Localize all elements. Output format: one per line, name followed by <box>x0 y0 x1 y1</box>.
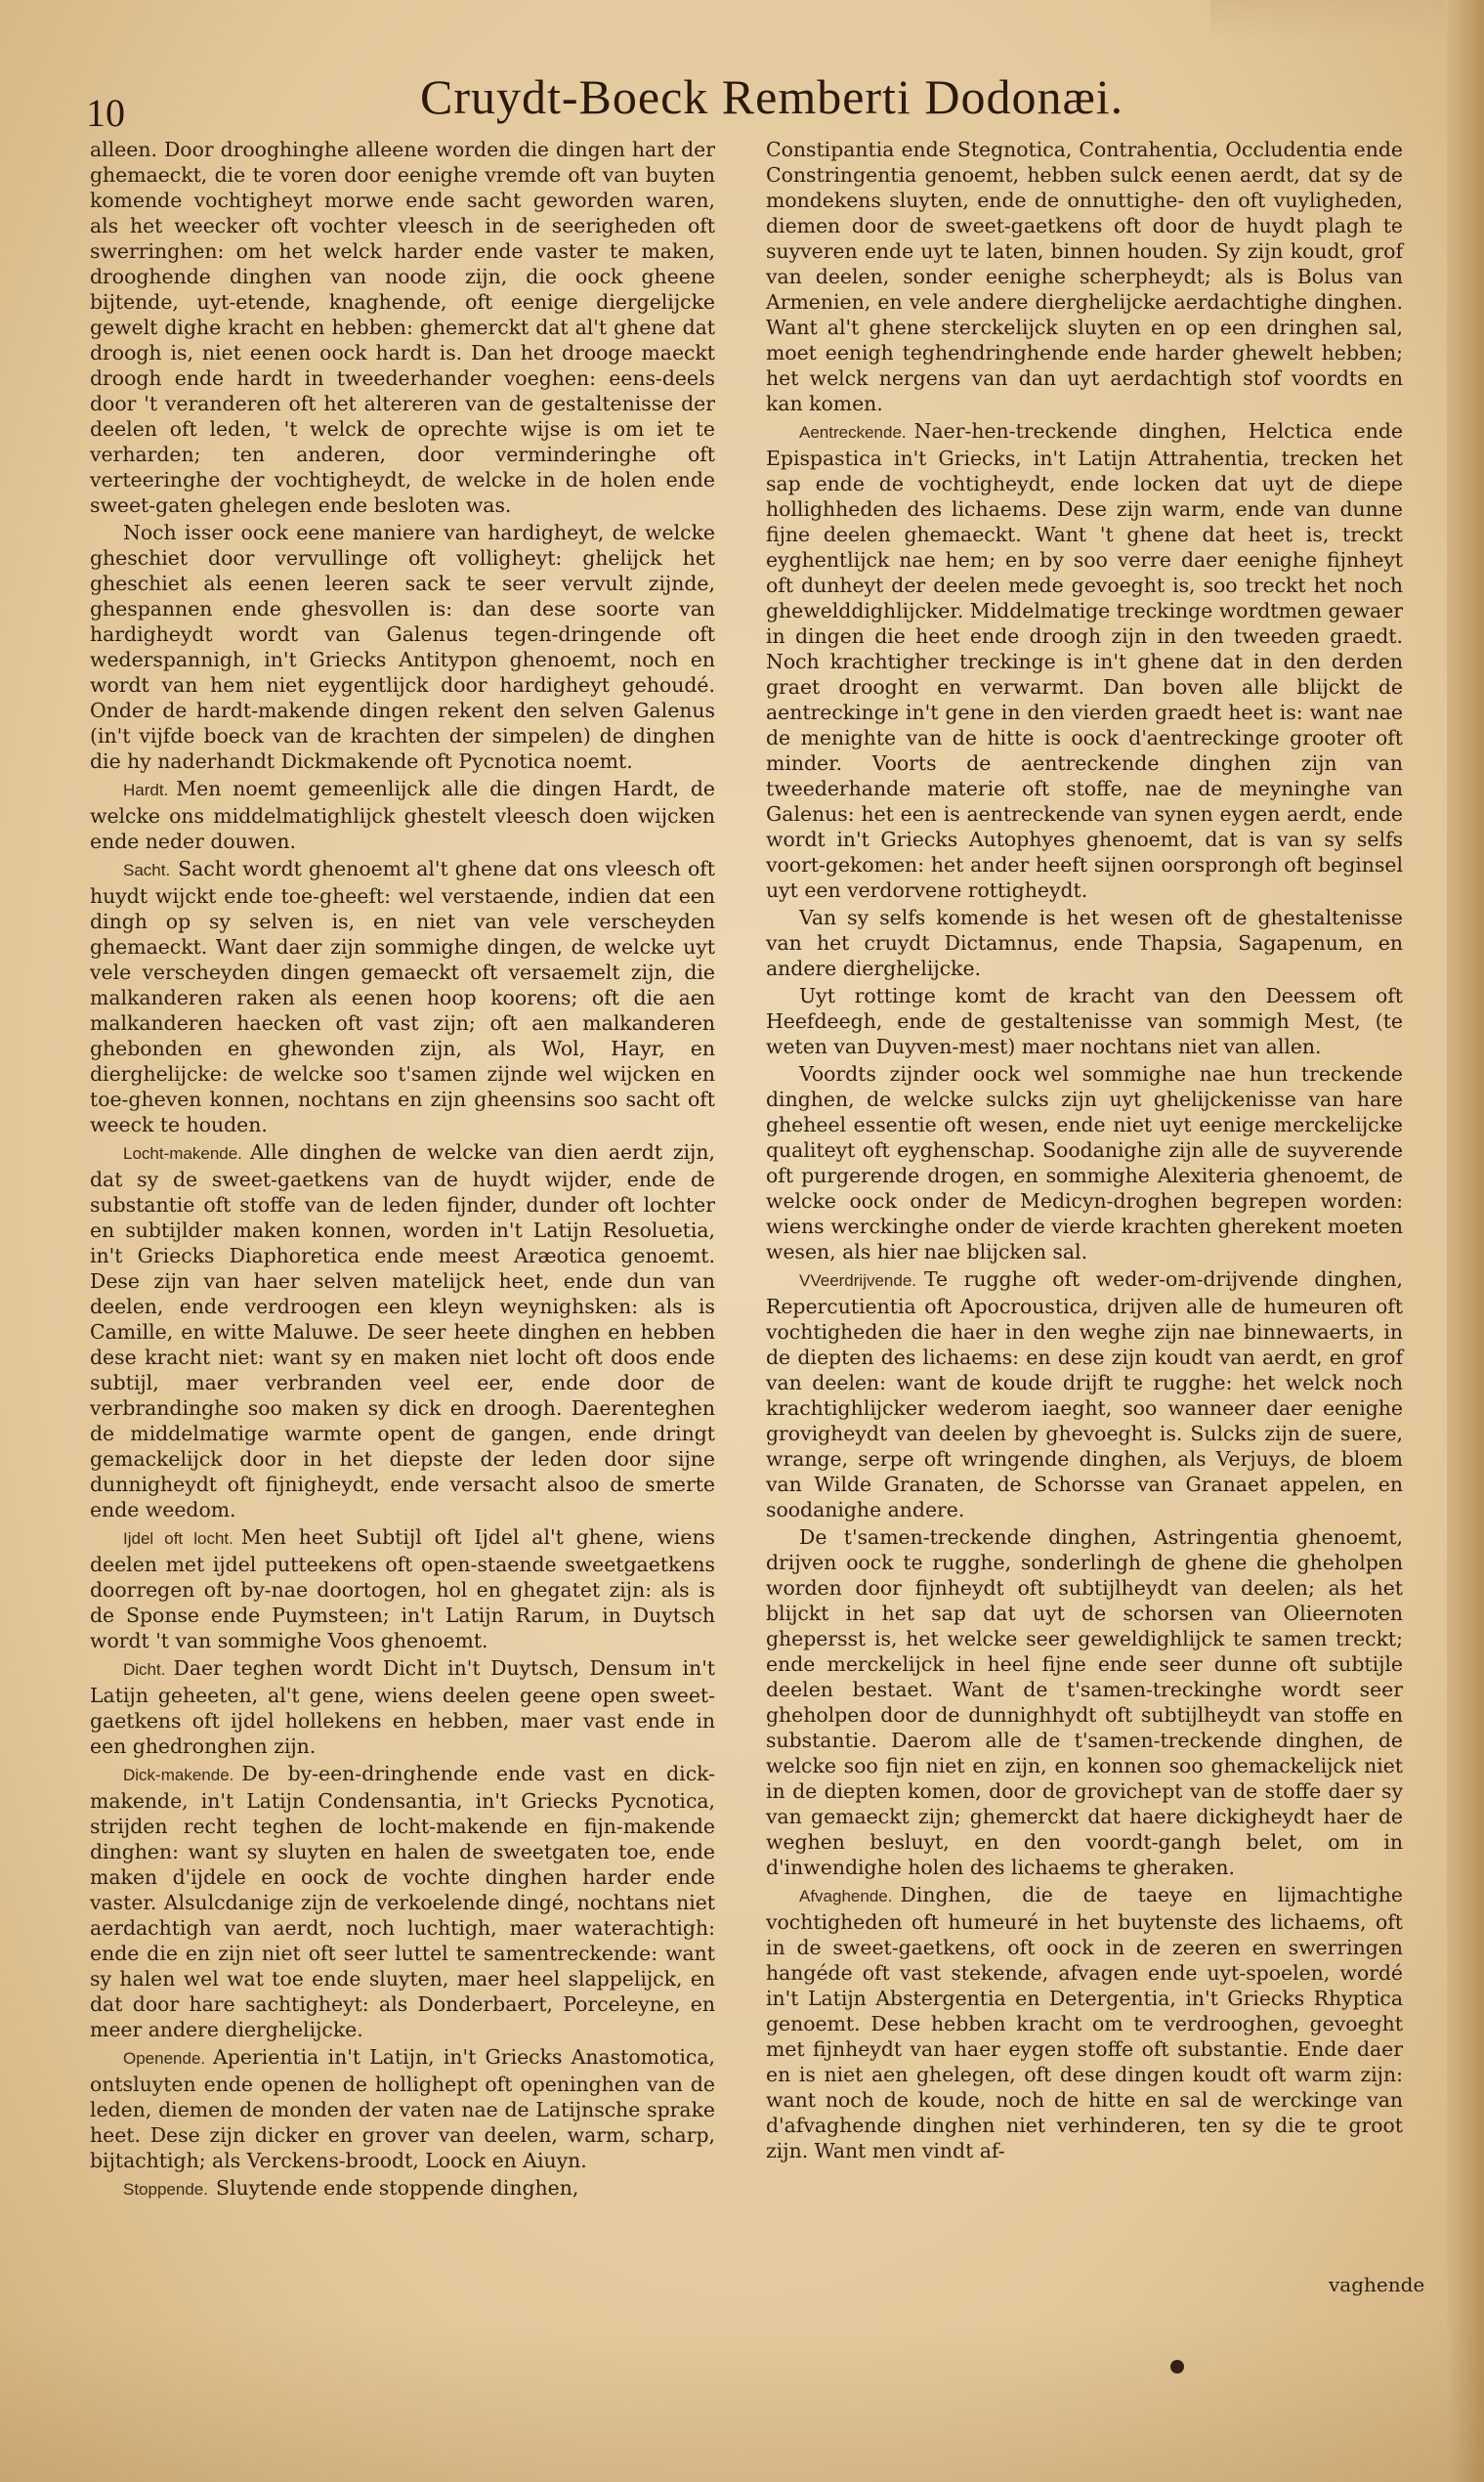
paragraph-text: Dinghen, die de taeye en lijmachtighe vochtigheden oft humeuré in het buytenste des lichaems, oft in de sweet-gaetkens, oft oock in de zeeren en swerringen hangéde oft vast stekende, afvagen ende uyt-spoelen, wordé in't Latijn Abstergentia en Detergentia, in't Griecks Rhyptica genoemt. Dese hebben kracht om te verdrooghen, gevoeght met fijnheydt van haer eygen stoffe oft substantie. Ende daer en is niet aen ghelegen, oft dese dingen koudt oft warm zijn: want noch de koude, noch de hitte en sal de werckinge van d'afvaghende dinghen niet verhinderen, ten sy die te groot zijn. Want men vindt af- <box>766 1883 1403 2162</box>
margin-heading: Openende. <box>123 2049 206 2068</box>
paragraph: Van sy selfs komende is het wesen oft de ghestaltenisse van het cruydt Dictamnus, ende Thapsia, Sagapenum, en andere dierghelijcke. <box>766 906 1403 980</box>
bleed-through <box>1210 0 1445 39</box>
page-shadow <box>0 2326 1484 2482</box>
paragraph-text: Men heet Subtijl oft Ijdel al't ghene, wiens deelen met ijdel putteekens oft open-staende sweetgaetkens doorregen oft by-nae doortogen, hol en ghegatet zijn: als is de Sponse ende Puymsteen; in't Latijn Rarum, in Duytsch wordt 't van sommighe Voos ghenoemt. <box>90 1525 715 1652</box>
paragraph-text: Alle dinghen de welcke van dien aerdt zijn, dat sy de sweet-gaetkens van de huydt wijder, ende de substantie oft stoffe van de leden fijnder, dunder oft lochter en subtijlder maken konnen, worden in't Latijn Resoluetia, in't Griecks Diaphoretica ende meest Aræotica genoemt. Dese zijn van haer selven matelijck heet, ende dun van deelen, ende verdroogen een kleyn weynighsken: als is Camille, en witte Maluwe. De seer heete dinghen en hebben dese kracht niet: want sy en maken niet locht oft doos ende subtijl, maer verbranden veel eer, ende door de verbrandinghe soo maken sy dick en droogh. Daerenteghen de middelmatige warmte opent de gangen, ende dringt gemackelijck door in het diepste der leden door sijne dunnigheydt oft fijnigheydt, ende versacht alsoo de smerte ende weedom. <box>90 1140 715 1521</box>
paragraph: Noch isser oock eene maniere van hardigheyt, de welcke gheschiet door vervullinge oft volligheyt: ghelijck het gheschiet als eenen leeren sack te seer vervult zijnde, ghespannen ende ghesvollen is: dan dese soorte van hardigheydt wordt van Galenus tegen-dringende oft wederspannigh, in't Griecks Antitypon ghenoemt, noch en wordt van hem niet eygentlijck door hardigheyt gehoudé. Onder de hardt-makende dingen rekent den selven Galenus (in't vijfde boeck van de krachten der simpelen) de dinghen die hy naderhandt Dickmakende oft Pycnotica noemt. <box>90 521 715 773</box>
paragraph-text: Aperientia in't Latijn, in't Griecks Anastomotica, ontsluyten ende openen de hollighept oft openinghen van de leden, diemen de monden der vaten nae de Latijnsche sprake heet. Dese zijn dicker en grover van deelen, warm, scharp, bijtachtigh; als Verckens-broodt, Loock en Aiuyn. <box>90 2045 715 2172</box>
paragraph: De t'samen-treckende dinghen, Astringentia ghenoemt, drijven oock te rugghe, sonderlingh de ghene die gheholpen worden door fijnheydt oft subtijlheydt van deelen; als het blijckt in het sap dat uyt de schorsen van Olieernoten ghepersst is, het welcke seer geweldighlijck te samen treckt; ende merckelijck in heel fijne ende seer dunne oft subtijle deelen bestaet. Want de t'samen-treckinghe wordt seer gheholpen door de dunnighhydt oft subtijlheydt van stoffe en substantie. Daerom alle de t'samen-treckende dinghen, de welcke soo fijn niet en zijn, en konnen soo ghemackelijck niet in de diepten komen, door de grovichept van de stoffe daer sy van gemaeckt zijn; ghemerckt dat haere dickigheydt haer de weghen besluyt, en den voordt-gangh belet, om in d'inwendighe holen des lichaems te gheraken. <box>766 1525 1403 1879</box>
margin-heading: Sacht. <box>123 861 171 879</box>
paragraph: Uyt rottinge komt de kracht van den Deessem oft Heefdeegh, ende de gestaltenisse van sommigh Mest, (te weten van Duyven-mest) maer nochtans niet van allen. <box>766 984 1403 1058</box>
margin-heading: Afvaghende. <box>799 1887 893 1905</box>
paragraph-text: Sacht wordt ghenoemt al't ghene dat ons vleesch oft huydt wijckt ende toe-gheeft: wel verstaende, indien dat een dingh op sy selven is, en niet van vele verscheyden ghemaeckt. Want daer zijn sommighe dingen, de welcke uyt vele verscheyden dingen gemaeckt oft versaemelt zijn, die malkanderen raken als eenen hoop koorens; oft die aen malkanderen haecken oft vast zijn; oft aen malkanderen ghebonden en ghewonden zijn, als Wol, Hayr, en dierghelijcke: de welcke soo t'samen zijnde wel wijcken en toe-gheven konnen, nochtans en zijn gheensins soo sacht oft weeck te houden. <box>90 857 715 1136</box>
catchword: vaghende <box>1329 2273 1425 2296</box>
right-column <box>766 137 1403 2165</box>
margin-heading: Locht-makende. <box>123 1144 242 1163</box>
margin-heading: VVeerdrijvende. <box>799 1271 917 1290</box>
paragraph-text: Te rugghe oft weder-om-drijvende dinghen, Repercutientia oft Apocroustica, drijven alle de humeuren oft vochtigheden die haer in den weghe zijn nae binnewaerts, in de diepten des lichaems: en dese zijn koudt van aerdt, en grof van deelen: want de koude drijft te rugghe: het welck noch krachtighlijcker wederom iaeght, soo wanneer daer eenighe grovigheydt van deelen by ghevoeght is. Sulcks zijn de suere, wrange, serpe oft wringende dinghen, als Verjuys, de bloem van Wilde Granaten, de Schorsse van Granaet appelen, en soodanighe andere. <box>766 1267 1403 1521</box>
paragraph: alleen. Door drooghinghe alleene worden die dingen hart der ghemaeckt, die te voren door eenighe vremde oft van buyten komende vochtigheyt morwe ende sacht geworden waren, als het weecker oft vochter vleesch in de seerigheden oft swerringhen: om het welck harder ende vaster te maken, drooghende dinghen van noode zijn, die oock gheene bijtende, uyt-etende, knaghende, oft eenige diergelijcke gewelt dighe kracht en hebben: ghemerckt dat al't ghene dat droogh is, niet eenen oock hardt is. Dan het drooge maeckt droogh ende hardt in tweederhander voeghen: eens-deels door 't veranderen oft het altereren van de gestaltenisse der deelen oft leden, 't welck de oprechte wijse is om iet te verharden; ten anderen, door verminderinghe oft verteeringhe der vochtigheydt, de welcke in de holen ende sweet-gaten ghelegen ende besloten was. <box>90 138 715 517</box>
page-edge <box>1447 0 1484 2482</box>
margin-heading: Dick-makende. <box>123 1766 234 1784</box>
margin-heading: Hardt. <box>123 781 169 799</box>
paragraph-text: Men noemt gemeenlijck alle die dingen Hardt, de welcke ons middelmatighlijck ghestelt vleesch doen wijcken ende neder douwen. <box>90 777 715 853</box>
page-number: 10 <box>86 91 125 135</box>
margin-heading: Dicht. <box>123 1660 166 1679</box>
margin-heading: Ijdel oft locht. <box>123 1529 233 1548</box>
paragraph-text: Sluytende ende stoppende dinghen, <box>215 2176 579 2200</box>
paragraph-text: Daer teghen wordt Dicht in't Duytsch, Densum in't Latijn geheeten, al't gene, wiens deelen geene open sweet-gaetkens oft ijdel hollekens en hebben, maer vast ende in een ghedronghen zijn. <box>90 1656 715 1758</box>
margin-heading: Aentreckende. <box>799 423 907 442</box>
paragraph: Constipantia ende Stegnotica, Contrahentia, Occludentia ende Constringentia genoemt, hebben sulck eenen aerdt, dat sy de mondekens sluyten, ende de onnuttighe- den oft vuyligheden, diemen door de sweet-gaetkens oft door de huydt plagh te suyveren ende uyt te laten, binnen houden. Sy zijn koudt, grof van deelen, sonder eenighe scherpheydt; als is Bolus van Armenien, en vele andere dierghelijcke aerdachtighe dinghen. Want al't ghene sterckelijck sluyten en op een dringhen sal, moet eenigh teghendringhende ende harder ghewelt hebben; het welck nergens van dan uyt aerdachtigh stof voordts en kan komen. <box>766 138 1403 415</box>
paragraph-text: De by-een-dringhende ende vast en dick-makende, in't Latijn Condensantia, in't Griecks Pycnotica, strijden recht teghen de locht-makende en fijn-makende dinghen: want sy sluyten en halen de sweetgaten toe, ende maken d'ijdele en oock de vochte dinghen harder ende vaster. Alsulcdanige zijn de verkoelende dingé, nochtans niet aerdachtigh van aerdt, noch luchtigh, maer waterachtigh: ende die en zijn niet oft seer luttel te samentreckende: want sy halen wel wat toe ende sluyten, maer heel slappelijck, en dat door hare sachtigheyt: als Donderbaert, Porceleyne, en meer andere dierghelijcke. <box>90 1762 715 2041</box>
paragraph-text: Naer-hen-treckende dinghen, Helctica ende Epispastica in't Griecks, in't Latijn Attrahentia, trecken het sap ende de vochtigheydt, ende locken dat uyt de diepe hollighheden des lichaems. Dese zijn warm, ende van dunne fijne deelen ghemaeckt. Want 't ghene dat heet is, treckt eyghentlijck nae hem; en by soo verre daer eenighe fijnheyt oft dunheyt der deelen mede gevoeght is, soo treckt het noch ghewelddighlijcker. Middelmatige treckinge wordtmen gewaer in dingen die heet ende droogh zijn in den tweeden graedt. Noch krachtigher treckinge is in't ghene dat in den derden graet drooght en verwarmt. Dan boven alle blijckt de aentreckinge in't gene in den vierden graedt heet is: want nae de menighte van de hitte is oock d'aentreckinge grooter oft minder. Voorts de aentreckende dinghen zijn van tweederhande materie oft stoffe, nae de meyninghe van Galenus: het een is aentreckende van synen eygen aerdt, ende wordt in't Griecks Autophyes ghenoemt, dat is van sy selfs voort-gekomen: het ander heeft sijnen oorsprongh oft beginsel uyt een verdorvene rottigheydt. <box>766 419 1404 902</box>
left-column <box>90 137 715 2204</box>
margin-heading: Stoppende. <box>123 2180 208 2199</box>
paragraph: Voordts zijnder oock wel sommighe nae hun treckende dinghen, de welcke sulcks zijn uyt ghelijckenisse van hare gheheel essentie oft wesen, ende niet uyt eenige merckelijcke qualiteyt oft eyghenschap. Soodanighe zijn alle de suyverende oft purgerende drogen, en sommighe Alexiteria ghenoemt, de welcke oock onder de Medicyn-droghen begrepen worden: wiens werckinghe onder de vierde krachten gherekent moeten wesen, als hier nae blijcken sal. <box>766 1062 1403 1263</box>
running-head: Cruydt-Boeck Remberti Dodonæi. <box>420 69 1124 124</box>
